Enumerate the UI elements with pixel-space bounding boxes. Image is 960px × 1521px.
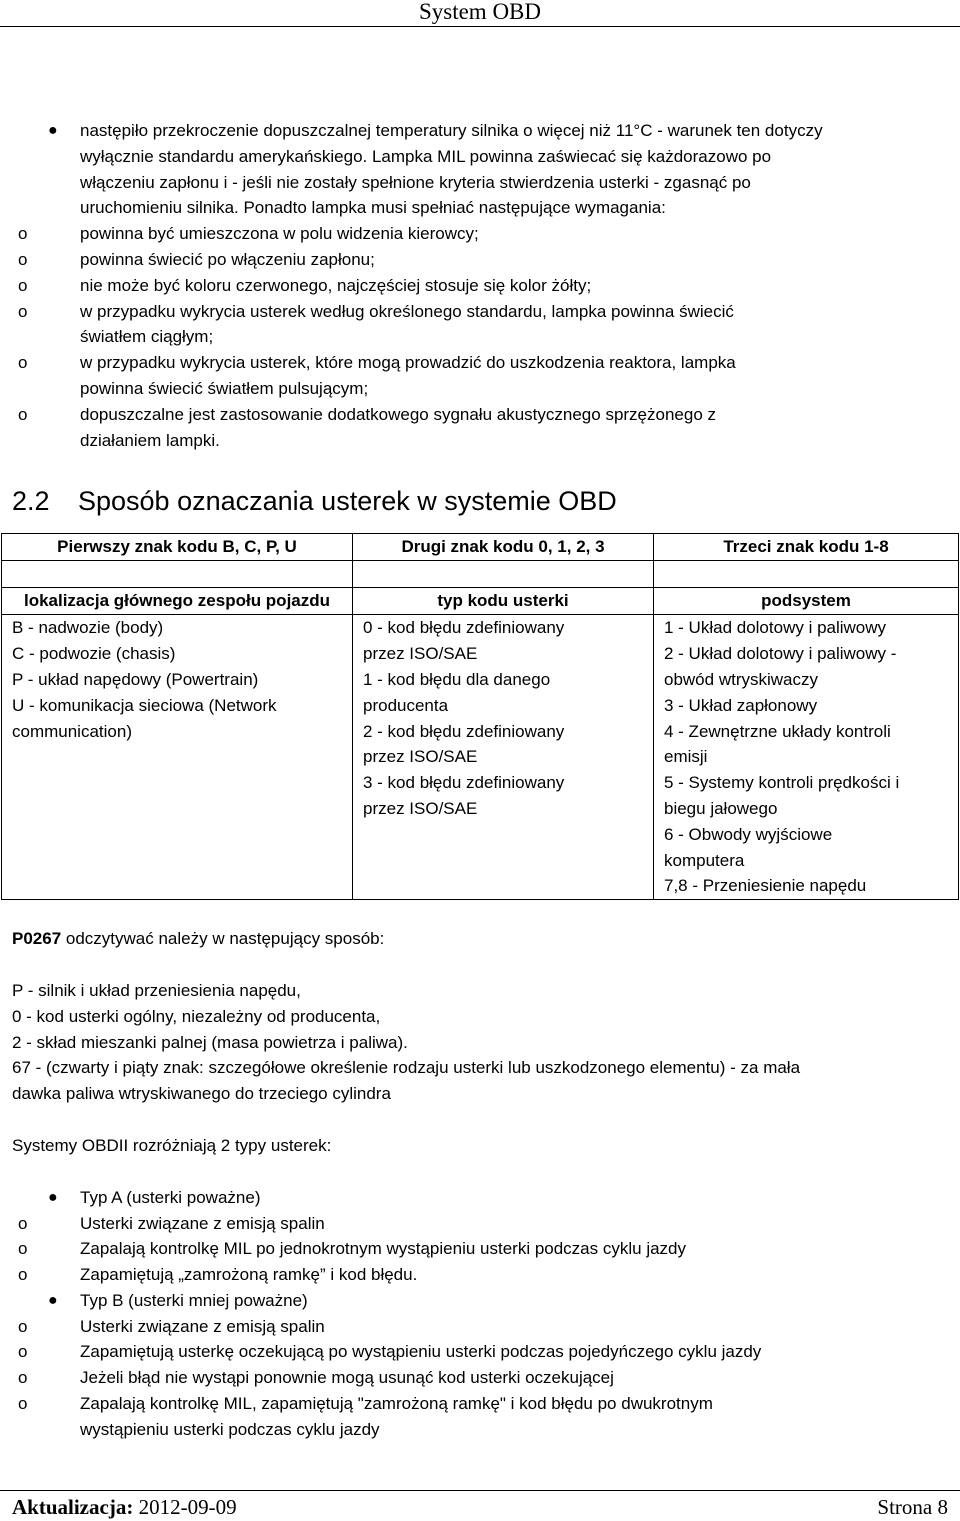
list-item-text: powinna świecić po włączeniu zapłonu; — [80, 249, 375, 269]
circle-bullet-icon: o — [18, 1368, 28, 1388]
list-item — [10, 273, 949, 299]
circle-bullet-icon: o — [18, 224, 28, 244]
circle-bullet-icon: o — [18, 404, 28, 424]
list-item-text: działaniem lampki. — [80, 430, 220, 450]
list-item — [10, 1365, 949, 1391]
page-number: Strona 8 — [877, 1495, 948, 1519]
document-body — [0, 118, 960, 1443]
table-cell-subsystem — [654, 615, 959, 900]
list-item — [10, 1391, 949, 1443]
cell-line: B - nadwozie (body) — [12, 618, 164, 638]
update-info — [12, 1493, 237, 1521]
type-a-bullet — [0, 1185, 960, 1288]
table-subheader-cell: lokalizacja głównego zespołu pojazdu — [2, 588, 353, 615]
list-item-text: powinna być umieszczona w polu widzenia kierowcy; — [80, 224, 479, 244]
cell-line: communication) — [12, 721, 132, 741]
spacer — [0, 952, 960, 978]
cell-line: 2 - Układ dolotowy i paliwowy - — [664, 644, 897, 664]
spacer — [0, 1159, 960, 1185]
example-intro-text: odczytywać należy w następujący sposób: — [61, 929, 385, 949]
list-item — [10, 402, 949, 454]
section-number: 2.2 — [12, 486, 50, 517]
cell-line: biegu jałowego — [664, 798, 778, 818]
text-line: 67 - (czwarty i piąty znak: szczegółowe określenie rodzaju usterki lub uszkodzonego elementu) - za mała — [12, 1058, 801, 1078]
cell-line: producenta — [363, 695, 449, 715]
list-item-text: Zapalają kontrolkę MIL, zapamiętują "zamrożoną ramkę" i kod błędu po dwukrotnym — [80, 1394, 713, 1414]
circle-bullet-icon: o — [18, 1342, 28, 1362]
cell-line: przez ISO/SAE — [363, 644, 478, 664]
circle-bullet-icon: o — [18, 1213, 28, 1233]
cell-line: przez ISO/SAE — [363, 747, 478, 767]
cell-line: 1 - Układ dolotowy i paliwowy — [664, 618, 887, 638]
list-item — [10, 1262, 949, 1288]
cell-line: 6 - Obwody wyjściowe — [664, 824, 833, 844]
cell-line: 4 - Zewnętrzne układy kontroli — [664, 721, 891, 741]
type-label: Typ A (usterki poważne) — [80, 1187, 261, 1207]
table-cell — [654, 561, 959, 588]
section-heading — [12, 483, 960, 519]
circle-bullet-icon: o — [18, 353, 28, 373]
table-subheader-row — [2, 588, 959, 615]
list-item — [10, 247, 949, 273]
text-line: włączeniu zapłonu i - jeśli nie zostały spełnione kryteria stwierdzenia usterki - zgasnąć po — [80, 172, 751, 192]
circle-bullet-icon: o — [18, 1265, 28, 1285]
requirements-list — [0, 221, 960, 453]
list-item-text: Zapamiętują „zamrożoną ramkę” i kod błędu. — [80, 1265, 418, 1285]
code-table — [1, 533, 959, 900]
list-item-text: Usterki związane z emisją spalin — [80, 1316, 325, 1336]
bullet-icon: ● — [48, 1188, 58, 1206]
text-line: P - silnik i układ przeniesienia napędu, — [12, 980, 301, 1000]
list-item — [10, 1211, 949, 1237]
example-intro — [0, 926, 960, 952]
list-item — [10, 350, 949, 402]
cell-line: komputera — [664, 850, 745, 870]
table-row — [2, 615, 959, 900]
circle-bullet-icon: o — [18, 249, 28, 269]
table-subheader-cell: podsystem — [654, 588, 959, 615]
list-item — [10, 1236, 949, 1262]
table-header-cell: Pierwszy znak kodu B, C, P, U — [2, 534, 353, 561]
table-cell-code-type — [353, 615, 654, 900]
table-spacer-row — [2, 561, 959, 588]
cell-line: 1 - kod błędu dla danego — [363, 669, 551, 689]
list-item-text: wystąpieniu usterki podczas cyklu jazdy — [80, 1419, 380, 1439]
list-item-text: w przypadku wykrycia usterek według określonego standardu, lampka powinna świecić — [80, 301, 734, 321]
list-item — [10, 1314, 949, 1340]
text-line: 0 - kod usterki ogólny, niezależny od producenta, — [12, 1006, 381, 1026]
cell-line: obwód wtryskiwaczy — [664, 669, 818, 689]
list-item-text: Usterki związane z emisją spalin — [80, 1213, 325, 1233]
section-title: Sposób oznaczania usterek w systemie OBD — [78, 486, 617, 517]
list-item-text: Zapamiętują usterkę oczekującą po wystąpieniu usterki podczas pojedyńczego cyklu jazdy — [80, 1342, 762, 1362]
text-line: dawka paliwa wtryskiwanego do trzeciego cylindra — [12, 1084, 391, 1104]
cell-line: 7,8 - Przeniesienie napędu — [664, 876, 867, 896]
spacer — [0, 1107, 960, 1133]
update-date: 2012-09-09 — [133, 1495, 237, 1519]
update-label: Aktualizacja: — [12, 1495, 134, 1519]
list-item-text: dopuszczalne jest zastosowanie dodatkowego sygnału akustycznego sprzężonego z — [80, 404, 717, 424]
spacer — [0, 900, 960, 926]
table-cell-location — [2, 615, 353, 900]
text-line: następiło przekroczenie dopuszczalnej temperatury silnika o więcej niż 11°C - warunek ten dotyczy — [80, 121, 823, 140]
type-b-bullet — [0, 1288, 960, 1443]
table-header-cell: Trzeci znak kodu 1-8 — [654, 534, 959, 561]
cell-line: emisji — [664, 747, 708, 767]
example-code: P0267 — [12, 929, 62, 949]
list-item — [10, 1339, 949, 1365]
list-item-text: powinna świecić światłem pulsującym; — [80, 378, 369, 398]
list-item — [10, 299, 949, 351]
cell-line: U - komunikacja sieciowa (Network — [12, 695, 277, 715]
table-cell — [353, 561, 654, 588]
cell-line: 5 - Systemy kontroli prędkości i — [664, 773, 900, 793]
type-label: Typ B (usterki mniej poważne) — [80, 1290, 308, 1310]
cell-line: 2 - kod błędu zdefiniowany — [363, 721, 565, 741]
text-line: wyłącznie standardu amerykańskiego. Lampka MIL powinna zaświecać się każdorazowo po — [80, 146, 772, 166]
cell-line: 3 - Układ zapłonowy — [664, 695, 818, 715]
table-subheader-cell: typ kodu usterki — [353, 588, 654, 615]
list-item-text: w przypadku wykrycia usterek, które mogą prowadzić do uszkodzenia reaktora, lampka — [80, 353, 736, 373]
cell-line: P - układ napędowy (Powertrain) — [12, 669, 259, 689]
circle-bullet-icon: o — [18, 1239, 28, 1259]
intro-bullet — [0, 118, 960, 221]
page-header — [0, 0, 960, 27]
list-item — [10, 221, 949, 247]
cell-line: 0 - kod błędu zdefiniowany — [363, 618, 565, 638]
list-item-text: Zapalają kontrolkę MIL po jednokrotnym wystąpieniu usterki podczas cyklu jazdy — [80, 1239, 686, 1259]
circle-bullet-icon: o — [18, 1394, 28, 1414]
cell-line: C - podwozie (chasis) — [12, 644, 176, 664]
page-footer — [0, 1490, 960, 1519]
header-title: System OBD — [418, 0, 542, 24]
text-line: 2 - skład mieszanki palnej (masa powietrza i paliwa). — [12, 1032, 408, 1052]
types-intro: Systemy OBDII rozróżniają 2 typy usterek: — [12, 1135, 332, 1155]
text-line: uruchomieniu silnika. Ponadto lampka musi spełniać następujące wymagania: — [80, 198, 666, 218]
list-item-text: światłem ciągłym; — [80, 327, 214, 347]
table-cell — [2, 561, 353, 588]
cell-line: 3 - kod błędu zdefiniowany — [363, 773, 565, 793]
table-header-cell: Drugi znak kodu 0, 1, 2, 3 — [353, 534, 654, 561]
table-header-row — [2, 534, 959, 561]
bullet-icon: ● — [48, 122, 58, 139]
cell-line: przez ISO/SAE — [363, 798, 478, 818]
list-item-text: Jeżeli błąd nie wystąpi ponownie mogą usunąć kod usterki oczekującej — [80, 1368, 614, 1388]
circle-bullet-icon: o — [18, 301, 28, 321]
list-item-text: nie może być koloru czerwonego, najczęściej stosuje się kolor żółty; — [80, 275, 592, 295]
circle-bullet-icon: o — [18, 275, 28, 295]
circle-bullet-icon: o — [18, 1316, 28, 1336]
bullet-icon: ● — [48, 1291, 58, 1309]
